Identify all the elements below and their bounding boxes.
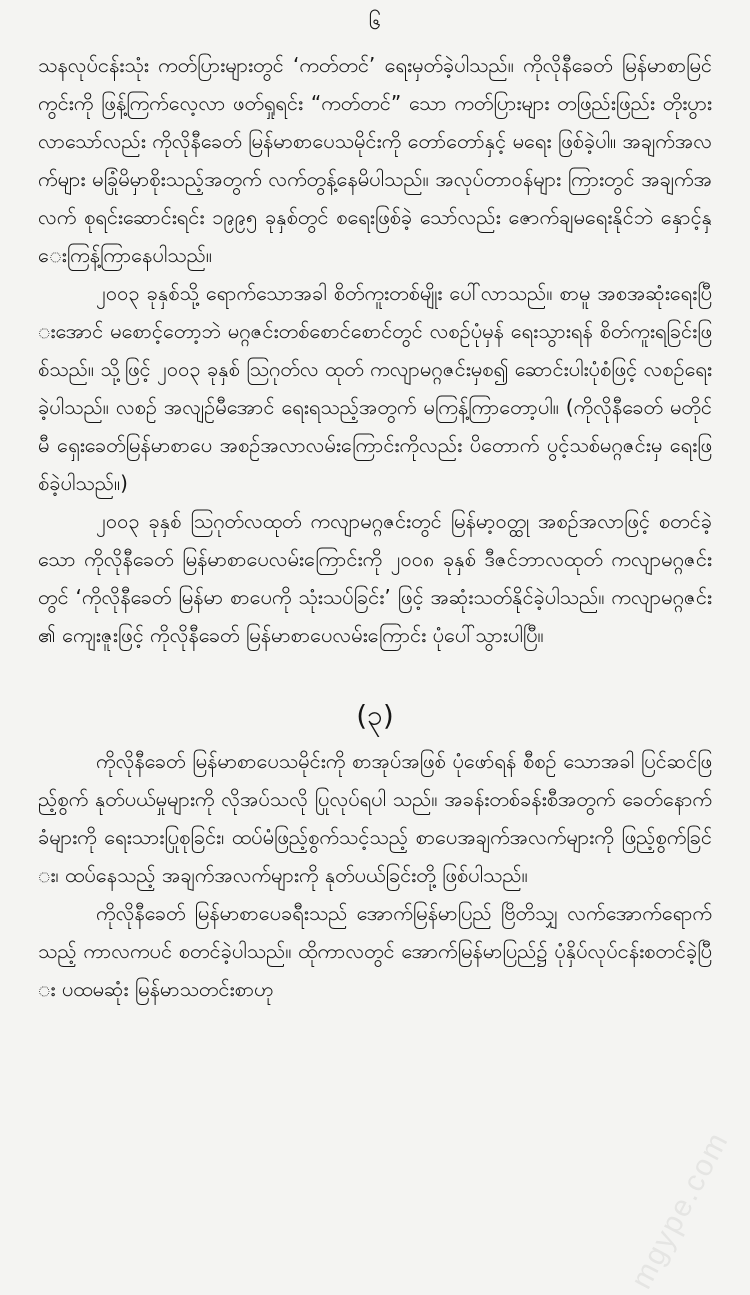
watermark: mgype.com xyxy=(624,1126,736,1295)
section-paragraph-1: ကိုလိုနီခေတ် မြန်မာစာပေသမိုင်းကို စာအုပ်အဖြစ် ပုံဖော်ရန် စီစဉ် သောအခါ ပြင်ဆင်ဖြည့်စွက် နုတ်ပယ်မှုများကို လိုအပ်သလို ပြုလုပ်ရပါ သည်။ အခန်းတစ်ခန်းစီအတွက် ခေတ်နောက်ခံများကို ရေးသားပြုစုခြင်း၊ ထပ်မံဖြည့်စွက်သင့်သည့် စာပေအချက်အလက်များကို ဖြည့်စွက်ခြင်း၊ ထပ်နေသည့် အချက်အလက်များကို နုတ်ပယ်ခြင်းတို့ ဖြစ်ပါသည်။ xyxy=(38,749,712,887)
paragraph-1: သနလုပ်ငန်းသုံး ကတ်ပြားများတွင် ‘ကတ်တင်’ ရေးမှတ်ခဲ့ပါသည်။ ကိုလိုနီခေတ် မြန်မာစာမြင်ကွင်းကို ဖြန့်ကြက်လေ့လာ ဖတ်ရှုရင်း “ကတ်တင်” သော ကတ်ပြားများ တဖြည်းဖြည်း တိုးပွားလာသော်လည်း ကိုလိုနီခေတ် မြန်မာစာပေသမိုင်းကို တော်တော်နှင့် မရေး ဖြစ်ခဲ့ပါ။ အချက်အလက်များ မခြုံမိမှာစိုးသည့်အတွက် လက်တွန့်နေမိပါသည်။ အလုပ်တာဝန်များ ကြားတွင် အချက်အလက် စုရင်းဆောင်းရင်း ၁၉၉၅ ခုနှစ်တွင် စရေးဖြစ်ခဲ့ သော်လည်း ဇောက်ချမရေးနိုင်ဘဲ နှောင့်နှေးကြန့်ကြာနေပါသည်။ xyxy=(38,53,712,267)
section-paragraph-2: ကိုလိုနီခေတ် မြန်မာစာပေခရီးသည် အောက်မြန်မာပြည် ဗြိတိသျှ လက်အောက်ရောက်သည့် ကာလကပင် စတင်ခဲ့ပါသည်။ ထိုကာလတွင် အောက်မြန်မာပြည်၌ ပုံနှိပ်လုပ်ငန်းစတင်ခဲ့ပြီး ပထမဆုံး မြန်မာသတင်းစာဟု xyxy=(38,901,712,1001)
section-heading: (၃) xyxy=(356,699,394,732)
paragraph-2: ၂၀၀၃ ခုနှစ်သို့ ရောက်သောအခါ စိတ်ကူးတစ်မျိုး ပေါ်လာသည်။ စာမူ အစအဆုံးရေးပြီးအောင် မစောင့်တော့ဘဲ မဂ္ဂဇင်းတစ်စောင်စောင်တွင် လစဉ်ပုံမှန် ရေးသွားရန် စိတ်ကူးရခြင်းဖြစ်သည်။ သို့ဖြင့် ၂၀၀၃ ခုနှစ် ဩဂုတ်လ ထုတ် ကလျာမဂ္ဂဇင်းမှစ၍ ဆောင်းပါးပုံစံဖြင့် လစဉ်ရေးခဲ့ပါသည်။ လစဉ် အလျဉ်မီအောင် ရေးရသည့်အတွက် မကြန့်ကြာတော့ပါ။ (ကိုလိုနီခေတ် မတိုင်မီ ရှေးခေတ်မြန်မာစာပေ အစဉ်အလာလမ်းကြောင်းကိုလည်း ပိတောက် ပွင့်သစ်မဂ္ဂဇင်းမှ ရေးဖြစ်ခဲ့ပါသည်။) xyxy=(38,281,712,495)
paragraph-3: ၂၀၀၃ ခုနှစ် ဩဂုတ်လထုတ် ကလျာမဂ္ဂဇင်းတွင် မြန်မာ့ဝတ္ထု အစဉ်အလာဖြင့် စတင်ခဲ့သော ကိုလိုနီခေတ် မြန်မာစာပေလမ်းကြောင်းကို ၂၀၀၈ ခုနှစ် ဒီဇင်ဘာလထုတ် ကလျာမဂ္ဂဇင်းတွင် ‘ကိုလိုနီခေတ် မြန်မာ စာပေကို သုံးသပ်ခြင်း’ ဖြင့် အဆုံးသတ်နိုင်ခဲ့ပါသည်။ ကလျာမဂ္ဂဇင်း၏ ကျေးဇူးဖြင့် ကိုလိုနီခေတ် မြန်မာစာပေလမ်းကြောင်း ပုံပေါ်သွားပါပြီ။ xyxy=(38,509,712,647)
page-number: ၆ xyxy=(368,10,382,35)
